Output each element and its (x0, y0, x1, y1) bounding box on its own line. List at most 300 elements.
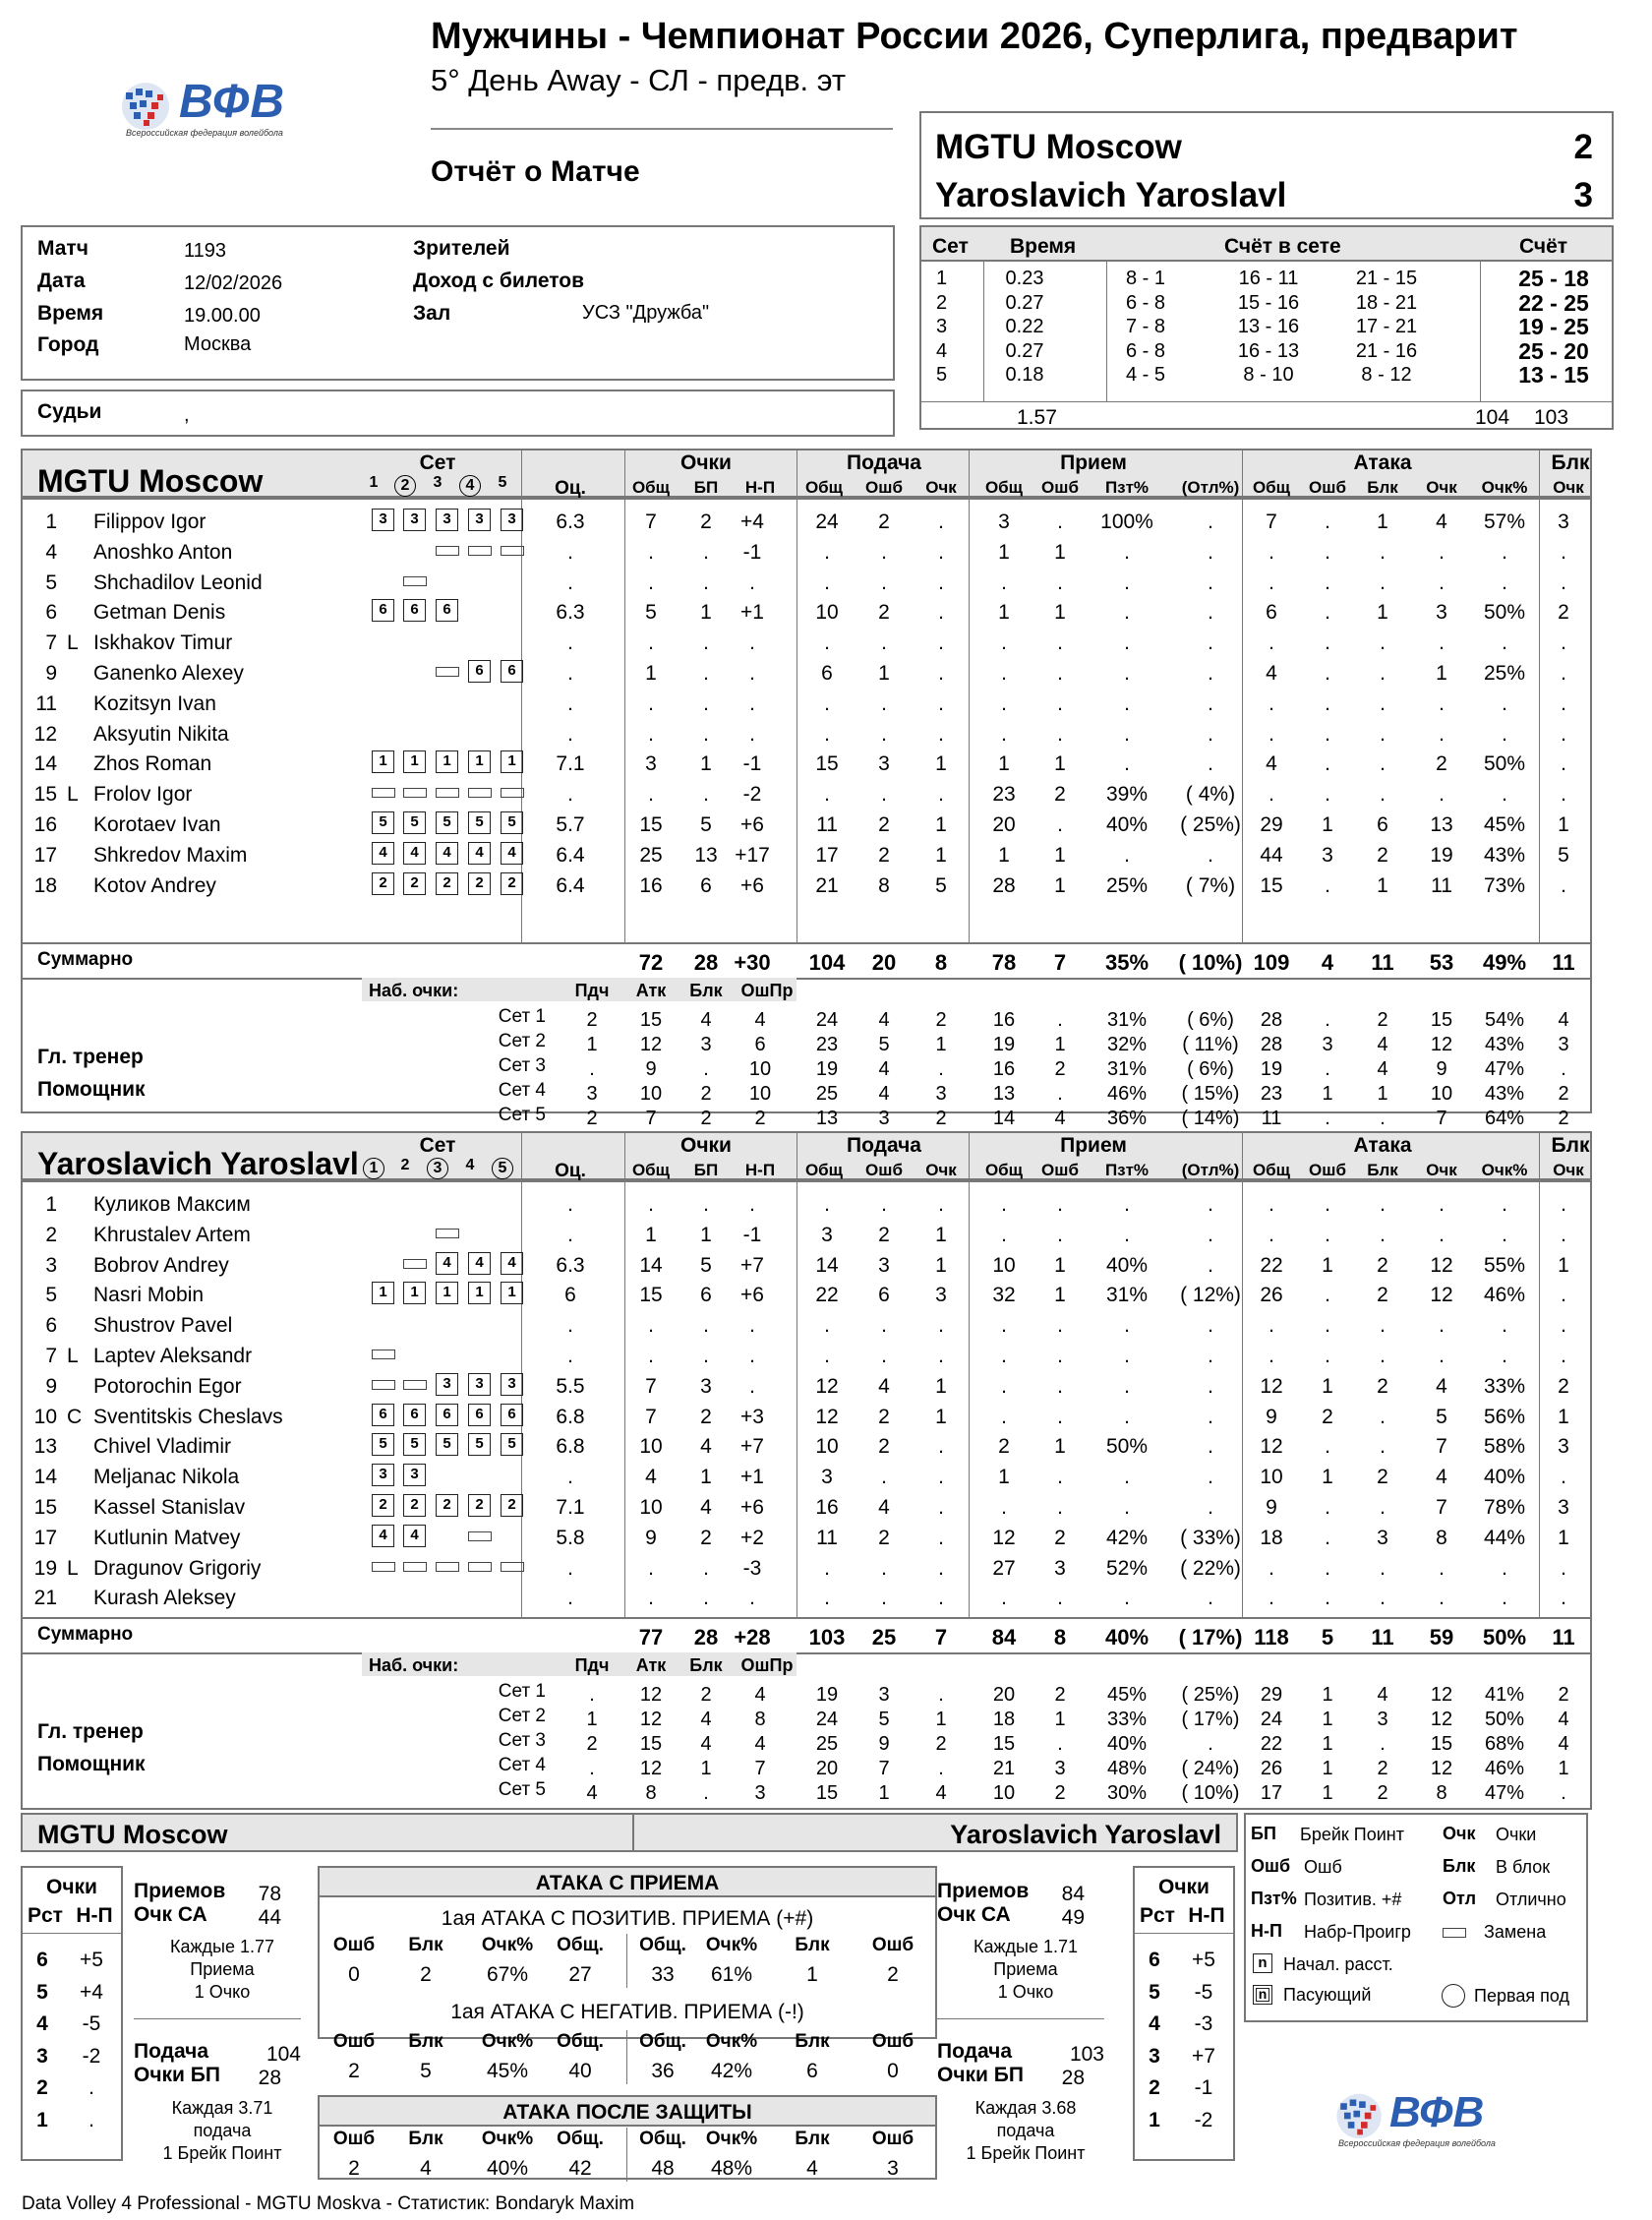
bottom-team1: MGTU Moscow (37, 1820, 228, 1849)
stat-cell: . (1502, 631, 1507, 655)
nab-cell: 4 (754, 1684, 766, 1706)
stat-cell: 40% (1105, 813, 1149, 836)
set-stat-cell: 16 (992, 1058, 1016, 1080)
set-stat-cell: 46% (1484, 1758, 1525, 1779)
stat-cell: 3 (645, 752, 657, 776)
substitution-icon (468, 788, 492, 798)
player-number: 9 (45, 662, 57, 685)
stat-cell: . (1124, 1374, 1130, 1398)
stat-cell: . (881, 1587, 887, 1610)
stat-cell: 52% (1105, 1556, 1149, 1580)
stat-cell: 1 (1054, 752, 1066, 776)
serve-each-point: 1 Брейк Поинт (966, 2143, 1086, 2163)
set-stat-cell: 1 (935, 1709, 947, 1730)
stat-cell: 21 (815, 873, 839, 897)
attack-value: 67% (486, 1963, 529, 1986)
set-stat-cell: 7 (878, 1758, 890, 1779)
starting-zone-icon: 5 (501, 1433, 523, 1456)
attack-value: 45% (486, 2060, 529, 2082)
stat-cell: 1 (1558, 1405, 1569, 1428)
page-subtitle: 5° День Away - СЛ - предв. эт (431, 63, 847, 97)
stat-cell: 12 (1430, 1253, 1453, 1277)
set-number-header (361, 1158, 386, 1179)
player-name: Nasri Mobin (93, 1284, 205, 1307)
sub-header: Очк% (1481, 478, 1528, 497)
substitution-icon (1443, 1928, 1466, 1938)
set-stat-cell: 18 (992, 1709, 1016, 1730)
stat-cell: . (703, 1556, 709, 1580)
player-name: Filippov Igor (93, 510, 206, 533)
stat-cell: 1 (1558, 1253, 1569, 1277)
starting-zone-icon: 3 (501, 1373, 523, 1396)
set-stat-cell: 4 (878, 1009, 890, 1031)
rotation-np-value: . (88, 2076, 94, 2099)
assistant-label: Помощник (37, 1078, 146, 1101)
header-serve: Подача (846, 1134, 921, 1157)
stat-cell: . (938, 783, 944, 807)
stat-cell: . (1380, 1496, 1386, 1519)
stat-cell: 43% (1483, 843, 1526, 867)
legend-key: Пзт% (1251, 1889, 1297, 1908)
nab-cell: 1 (700, 1758, 712, 1779)
set-stat-cell: . (1057, 1009, 1063, 1031)
stat-cell: . (1380, 1435, 1386, 1459)
stat-cell: . (1561, 662, 1566, 685)
set-stat-cell: 12 (1430, 1034, 1453, 1055)
nab-cell: 10 (748, 1058, 772, 1080)
stat-cell: . (1057, 631, 1063, 655)
stat-cell: 2 (1436, 752, 1447, 776)
stat-cell: 2 (878, 1435, 890, 1459)
substitution-icon (403, 576, 427, 586)
stat-cell: 2 (1377, 1466, 1388, 1489)
player-name: Iskhakov Timur (93, 631, 233, 655)
stat-cell: . (1208, 1374, 1213, 1398)
stat-cell: . (1439, 540, 1445, 564)
set-partial-21: 21 - 16 (1355, 339, 1418, 362)
sub-header: Общ (631, 478, 671, 497)
attack-value: 36 (651, 2060, 675, 2082)
stat-cell: . (1057, 1345, 1063, 1367)
starting-zone-icon: n (1253, 1953, 1272, 1973)
stat-cell: . (1380, 662, 1386, 685)
rotation-np-value: +7 (1192, 2044, 1215, 2068)
stat-cell: . (648, 1345, 654, 1367)
starting-zone-icon: 5 (403, 1433, 426, 1456)
stat-cell: . (938, 1314, 944, 1338)
stat-cell: . (1325, 570, 1330, 594)
header-block: Блк (1551, 1134, 1590, 1157)
stat-cell: . (1208, 540, 1213, 564)
stat-cell: . (1325, 691, 1330, 715)
stat-cell: . (567, 631, 573, 655)
starting-zone-icon: 2 (372, 872, 394, 895)
stat-cell: . (1561, 1284, 1566, 1307)
nab-cell: 9 (645, 1058, 657, 1080)
attack-header: Очк% (705, 1935, 758, 1955)
nab-cell: 2 (700, 1684, 712, 1706)
stat-cell: 16 (815, 1496, 839, 1519)
starting-zone-icon: 3 (468, 1373, 491, 1396)
stat-cell: . (1325, 510, 1330, 533)
set-stat-cell: . (1325, 1058, 1330, 1080)
stat-cell: 6 (1377, 813, 1388, 836)
attack-divider (626, 2030, 627, 2084)
set-stat-cell: 13 (815, 1108, 839, 1129)
set-stat-cell: . (1325, 1009, 1330, 1031)
stat-cell: 3 (1322, 843, 1333, 867)
player-number: 12 (33, 722, 57, 746)
stat-cell: . (824, 783, 830, 807)
stat-cell: 1 (998, 752, 1010, 776)
stat-cell: . (1001, 1314, 1007, 1338)
nab-cell: . (703, 1058, 709, 1080)
player-name: Ganenko Alexey (93, 662, 244, 685)
stat-cell: . (703, 1345, 709, 1367)
team2-name-header: Yaroslavich Yaroslavl (935, 176, 1287, 214)
nab-cell: 15 (639, 1733, 663, 1755)
total-cell: 11 (1552, 950, 1575, 975)
stat-cell: . (1502, 1223, 1507, 1246)
set-final-score: 25 - 18 (1518, 266, 1589, 291)
rotation-divider (1135, 1933, 1233, 1934)
set-final-score: 19 - 25 (1518, 314, 1589, 339)
attack-header: Блк (408, 2031, 443, 2052)
substitution-icon (403, 1562, 427, 1572)
stat-cell: 26 (1260, 1284, 1283, 1307)
sub-header: Общ (984, 1161, 1024, 1179)
bp-points-value: 28 (1061, 2067, 1085, 2089)
starting-zone-icon: 6 (372, 1404, 394, 1426)
attack-value: 40% (486, 2157, 529, 2180)
set-partial-8: 6 - 8 (1125, 339, 1166, 362)
coach-label: Гл. тренер (37, 1046, 144, 1068)
stat-cell: 11 (816, 1526, 838, 1549)
stat-cell: . (1124, 1193, 1130, 1216)
stat-cell: . (1208, 1496, 1213, 1519)
logo-text: ВФВ (1389, 2088, 1485, 2136)
sub-header: Общ (804, 1161, 844, 1179)
player-name: Aksyutin Nikita (93, 722, 229, 746)
player-number: 7 (45, 631, 57, 655)
header-rating: Оц. (555, 478, 586, 499)
legend-key: Ошб (1251, 1856, 1291, 1876)
set-number: 4 (936, 339, 948, 362)
stat-cell: 1 (1054, 601, 1066, 625)
starting-zone-icon: 4 (468, 1252, 491, 1275)
stat-cell: . (1325, 1314, 1330, 1338)
stat-cell: 1 (1322, 1466, 1333, 1489)
stat-cell: 50% (1105, 1435, 1149, 1459)
nab-cell: 12 (639, 1758, 663, 1779)
total-cell: 84 (991, 1625, 1017, 1650)
starting-zone-icon: 5 (468, 811, 491, 834)
stat-cell: . (1380, 1223, 1386, 1246)
set-number-header: 5 (498, 474, 507, 491)
player-name: Shustrov Pavel (93, 1314, 233, 1338)
stat-cell: . (938, 1345, 944, 1367)
total-cell: 7 (1053, 950, 1067, 975)
stat-cell: 4 (1436, 1374, 1447, 1398)
starting-zone-icon: 1 (403, 750, 426, 773)
stat-cell: . (1439, 570, 1445, 594)
bp-points-label: Очки БП (937, 2064, 1024, 2086)
stat-cell: 1 (935, 752, 947, 776)
stat-cell: . (1502, 1193, 1507, 1216)
rotation-np-value: +5 (80, 1949, 103, 1971)
stat-cell: . (1057, 1314, 1063, 1338)
stat-cell: . (938, 722, 944, 746)
stat-cell: 5 (935, 873, 947, 897)
stat-cell: . (1208, 601, 1213, 625)
stat-cell: . (1057, 510, 1063, 533)
set-stat-cell: 1 (1322, 1782, 1333, 1804)
stat-cell: . (1124, 662, 1130, 685)
player-number: 18 (33, 873, 57, 897)
stat-cell: . (567, 722, 573, 746)
stat-cell: . (1325, 783, 1330, 807)
attack-value: 61% (710, 1963, 753, 1986)
stat-cell: . (1057, 1587, 1063, 1610)
stat-cell: . (824, 570, 830, 594)
set-stat-cell: 3 (1054, 1758, 1066, 1779)
nab-cell: 12 (639, 1709, 663, 1730)
nab-cell: 3 (754, 1782, 766, 1804)
set-stat-cell: 7 (1436, 1108, 1447, 1129)
set-stat-cell: 41% (1484, 1684, 1525, 1706)
set-stat-cell: 24 (815, 1709, 839, 1730)
set-number-header (457, 475, 483, 497)
total-cell: 59 (1429, 1625, 1454, 1650)
attack-header: Очк% (705, 2129, 758, 2149)
attack-value: 4 (806, 2157, 818, 2180)
stat-cell: 3 (1054, 1556, 1066, 1580)
reception-each-label: Приема (190, 1959, 255, 1979)
attack-value: 0 (348, 1963, 360, 1986)
stat-cell: 7 (1266, 510, 1277, 533)
header-reception: Прием (1060, 451, 1127, 474)
stat-cell: . (1208, 1345, 1213, 1367)
set-stat-cell: 46% (1106, 1083, 1148, 1105)
total-cell: 77 (638, 1625, 664, 1650)
stat-cell: 1 (878, 662, 890, 685)
total-cell: 11 (1371, 950, 1394, 975)
set-stat-cell: . (938, 1758, 944, 1779)
stat-cell: . (881, 1345, 887, 1367)
stat-cell: . (1380, 783, 1386, 807)
starting-zone-icon: 2 (436, 872, 458, 895)
stat-cell: . (1268, 540, 1274, 564)
reception-label: Приемов (937, 1880, 1030, 1902)
footer: Data Volley 4 Professional - MGTU Moskva - Статистик: Bondaryk Maxim (22, 2193, 635, 2214)
substitution-icon (436, 1562, 459, 1572)
stat-cell: . (749, 722, 755, 746)
nab-cell: 10 (639, 1083, 663, 1105)
stat-cell: 45% (1483, 813, 1526, 836)
stat-cell: 55% (1483, 1253, 1526, 1277)
rotation-number: 2 (36, 2076, 48, 2099)
set-stat-cell: 3 (935, 1083, 947, 1105)
attack-header: Блк (408, 1935, 443, 1955)
set-stat-cell: 47% (1484, 1058, 1525, 1080)
set-stat-cell: 15 (992, 1733, 1016, 1755)
sub-header: Очк (1553, 478, 1584, 497)
stat-cell: . (1502, 1587, 1507, 1610)
stat-cell: 73% (1483, 873, 1526, 897)
stat-cell: 3 (700, 1374, 712, 1398)
nab-cell: 12 (639, 1034, 663, 1055)
stat-cell: . (824, 1556, 830, 1580)
starting-zone-icon: 3 (468, 509, 491, 531)
stat-cell: . (1502, 722, 1507, 746)
set-stat-cell: 3 (878, 1684, 890, 1706)
stat-cell: ( 4%) (1185, 783, 1236, 807)
stat-cell: . (1208, 662, 1213, 685)
stat-cell: 12 (1260, 1435, 1283, 1459)
player-name: Chivel Vladimir (93, 1435, 232, 1459)
stat-cell: +1 (740, 1466, 764, 1489)
referees-label: Судьи (37, 400, 102, 423)
stat-cell: . (1057, 1496, 1063, 1519)
stat-cell: 4 (700, 1435, 712, 1459)
stat-cell: 3 (998, 510, 1010, 533)
stat-cell: 4 (1436, 510, 1447, 533)
set-number-header: 2 (400, 1157, 410, 1173)
stat-cell: . (1439, 691, 1445, 715)
starting-zone-icon: 1 (468, 750, 491, 773)
stat-cell: 5 (1436, 1405, 1447, 1428)
stat-cell: . (824, 1314, 830, 1338)
player-role: L (67, 783, 79, 807)
set-row-label: Сет 1 (498, 1681, 546, 1702)
stat-cell: 58% (1483, 1435, 1526, 1459)
stat-cell: . (1057, 722, 1063, 746)
attack-value: 1 (806, 1963, 818, 1986)
stat-cell: . (703, 691, 709, 715)
set-stat-cell: 43% (1484, 1034, 1525, 1055)
stat-cell: . (1124, 752, 1130, 776)
substitution-icon (501, 1562, 524, 1572)
legend-text: Очки (1496, 1825, 1537, 1844)
set-stat-cell: 64% (1484, 1108, 1525, 1129)
total-cell: 11 (1371, 1625, 1394, 1650)
stat-cell: 1 (700, 1466, 712, 1489)
set-stat-cell: 19 (815, 1684, 839, 1706)
vfv-logo-top (118, 74, 315, 143)
player-name: Anoshko Anton (93, 540, 233, 564)
stat-cell: . (1268, 1223, 1274, 1246)
substitution-icon (436, 667, 459, 677)
stat-cell: 2 (1558, 601, 1569, 625)
stat-cell: -1 (742, 1223, 762, 1246)
stat-cell: 6.3 (556, 601, 585, 625)
nab-cell: 4 (754, 1733, 766, 1755)
attack-header: Блк (795, 1935, 830, 1955)
stat-cell: . (824, 540, 830, 564)
vfv-ball-icon (118, 79, 177, 133)
stat-cell: 5.5 (556, 1374, 585, 1398)
set-stat-cell: 26 (1260, 1758, 1283, 1779)
stat-cell: 1 (1377, 601, 1388, 625)
player-number: 5 (45, 1284, 57, 1307)
stat-cell: 16 (639, 873, 663, 897)
starting-zone-icon: 6 (403, 1404, 426, 1426)
stat-cell: . (938, 1526, 944, 1549)
stat-cell: . (1268, 631, 1274, 655)
stat-cell: 7.1 (556, 1496, 585, 1519)
stat-cell: 7.1 (556, 752, 585, 776)
stat-cell: . (1502, 783, 1507, 807)
attack-header: Общ. (557, 1935, 604, 1955)
attack-reception-title: АТАКА С ПРИЕМА (535, 1872, 720, 1894)
player-number: 3 (45, 1253, 57, 1277)
stat-cell: . (567, 1193, 573, 1216)
stat-cell: 15 (815, 752, 839, 776)
set-stat-cell: 12 (1430, 1684, 1453, 1706)
circled-set-icon: 4 (459, 475, 481, 497)
starting-zone-icon: 5 (403, 811, 426, 834)
legend-text: В блок (1496, 1857, 1551, 1877)
stat-cell: . (567, 662, 573, 685)
player-role: L (67, 631, 79, 655)
stat-cell: . (703, 1193, 709, 1216)
stat-cell: . (1208, 1253, 1213, 1277)
set-partial-16: 13 - 16 (1237, 316, 1300, 337)
stat-cell: . (1502, 691, 1507, 715)
substitution-icon (468, 1531, 492, 1541)
set-stat-cell: 54% (1484, 1009, 1525, 1031)
attack-header: Очк% (481, 1935, 534, 1955)
nab-header: Атк (635, 1655, 667, 1675)
set-partial-16: 8 - 10 (1243, 364, 1294, 386)
stat-cell: 3 (1558, 1435, 1569, 1459)
stat-cell: -1 (742, 752, 762, 776)
attack-header: Общ. (639, 2129, 686, 2149)
sub-header: Очк (1426, 1161, 1457, 1179)
sub-header: Очк% (1481, 1161, 1528, 1179)
reception-each-label: Приема (993, 1959, 1058, 1979)
stat-cell: . (749, 1345, 755, 1367)
stat-cell: . (1325, 1345, 1330, 1367)
total-cell: 28 (693, 950, 719, 975)
set-stat-cell: ( 17%) (1181, 1709, 1240, 1730)
stat-cell: 1 (1054, 873, 1066, 897)
set-stat-cell: 1 (878, 1782, 890, 1804)
player-name: Laptev Aleksandr (93, 1345, 253, 1367)
player-number: 1 (45, 510, 57, 533)
ca-points-label: Очк СА (937, 1903, 1011, 1926)
stat-cell: 5 (700, 1253, 712, 1277)
stat-cell: 39% (1105, 783, 1149, 807)
starting-zone-icon: 5 (372, 1433, 394, 1456)
player-number: 5 (45, 570, 57, 594)
set-stat-cell: 13 (992, 1083, 1016, 1105)
stat-cell: . (881, 783, 887, 807)
stat-cell: . (1208, 631, 1213, 655)
set-stat-cell: . (938, 1684, 944, 1706)
nab-cell: 3 (700, 1034, 712, 1055)
time-value: 19.00.00 (184, 305, 261, 327)
stat-cell: . (1439, 1556, 1445, 1580)
starting-zone-icon: 1 (501, 1282, 523, 1304)
match-label: Матч (37, 237, 88, 260)
header-set: Сет (419, 1134, 456, 1157)
set-stat-cell: . (938, 1058, 944, 1080)
stat-cell: . (648, 1556, 654, 1580)
player-number: 17 (33, 843, 57, 867)
sub-header: Общ (1252, 478, 1291, 497)
player-role: C (67, 1405, 83, 1428)
